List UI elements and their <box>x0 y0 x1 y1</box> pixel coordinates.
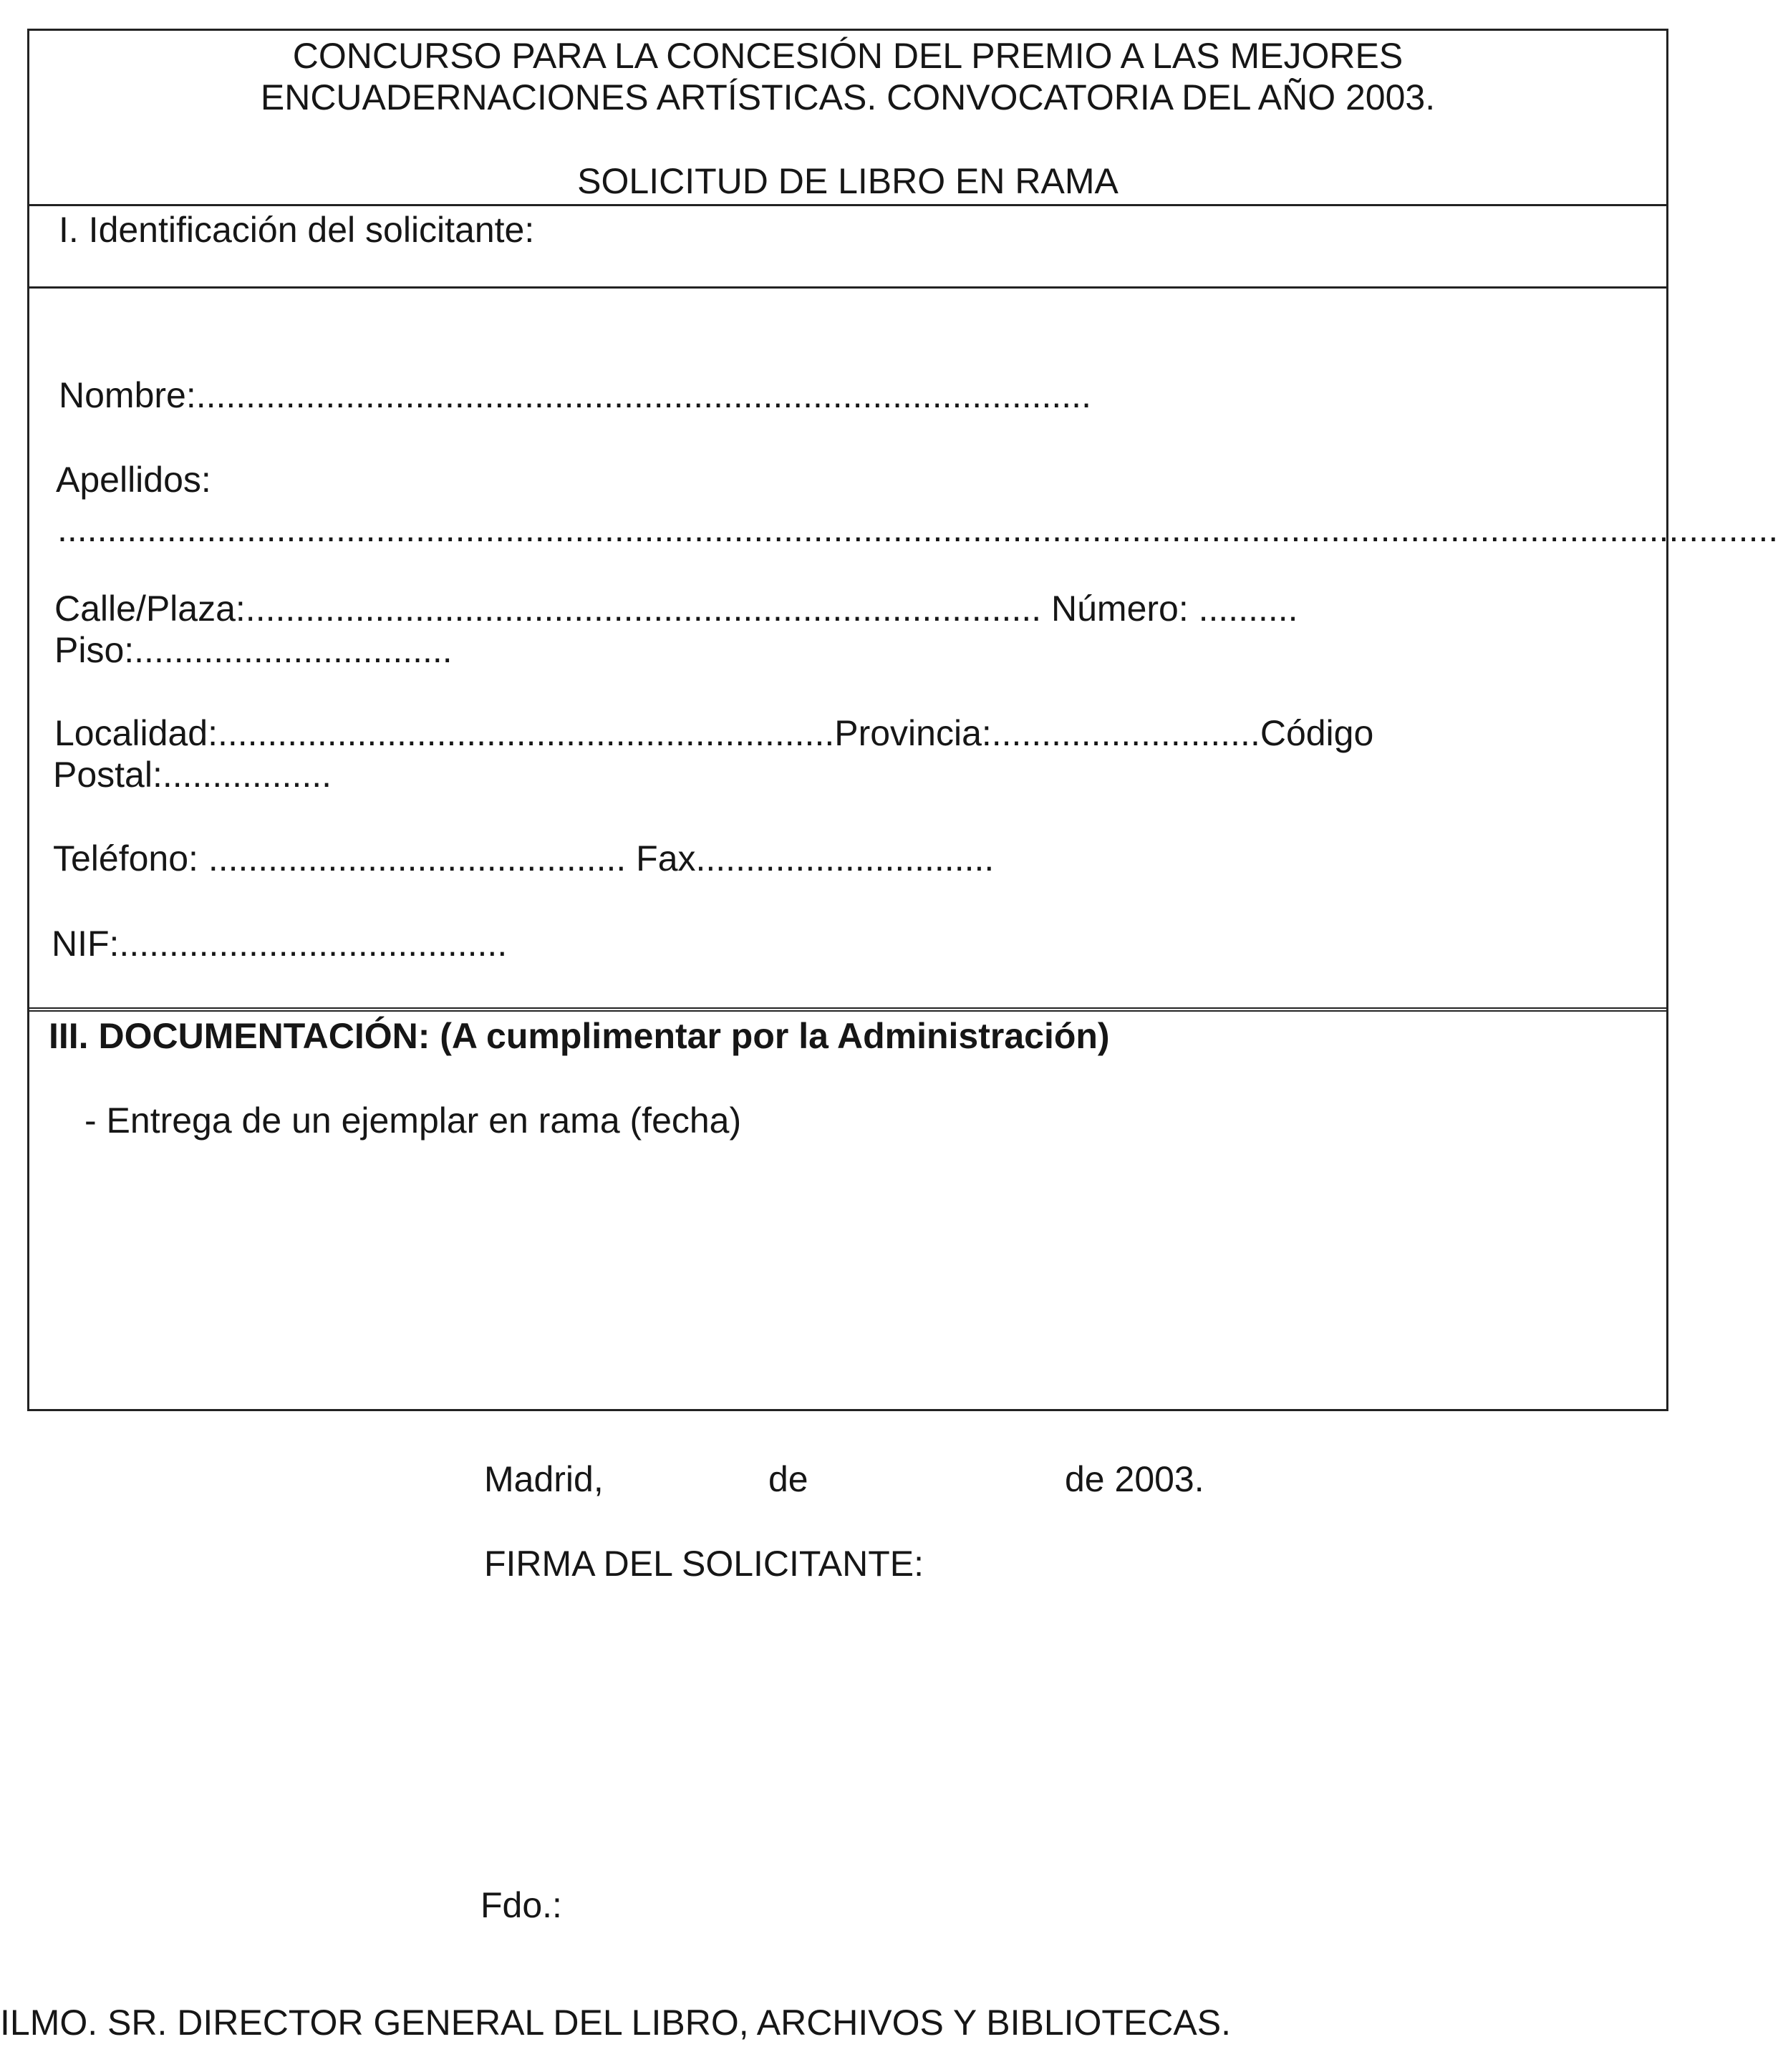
nombre-field: Nombre:.......................................................................................... <box>59 375 1091 415</box>
title-line2: ENCUADERNACIONES ARTÍSTICAS. CONVOCATORIA DEL AÑO 2003. <box>260 77 1436 117</box>
divider-section3 <box>27 1007 1668 1012</box>
apellidos-field: ............................................................................................................................................................................. <box>57 509 1778 549</box>
piso-field: Piso:................................ <box>54 630 453 670</box>
apellidos-label: Apellidos: <box>56 460 211 500</box>
nif-field: NIF:....................................... <box>52 924 508 964</box>
telefono-fax-field: Teléfono: .......................................... Fax.............................. <box>53 838 995 878</box>
madrid-label: Madrid, <box>484 1459 604 1499</box>
date-year-label: de 2003. <box>1065 1459 1204 1499</box>
documentacion-item: - Entrega de un ejemplar en rama (fecha) <box>84 1100 742 1141</box>
signature-label: FIRMA DEL SOLICITANTE: <box>484 1544 924 1584</box>
title-line1: CONCURSO PARA LA CONCESIÓN DEL PREMIO A LAS MEJORES <box>292 36 1403 76</box>
codigo-postal-field: Postal:................. <box>53 755 332 795</box>
section3-heading: III. DOCUMENTACIÓN: (A cumplimentar por la Administración) <box>49 1016 1110 1056</box>
date-de-label: de <box>768 1459 808 1499</box>
localidad-provincia-field: Localidad:..............................................................Provincia:...........................Código <box>54 713 1374 753</box>
section1-heading: I. Identificación del solicitante: <box>59 210 535 250</box>
divider-header <box>27 204 1668 206</box>
divider-section1 <box>27 286 1668 289</box>
calle-numero-field: Calle/Plaza:................................................................................ Número: .......... <box>54 589 1298 629</box>
form-subtitle: SOLICITUD DE LIBRO EN RAMA <box>577 161 1119 201</box>
addressee: ILMO. SR. DIRECTOR GENERAL DEL LIBRO, ARCHIVOS Y BIBLIOTECAS. <box>0 2003 1231 2043</box>
fdo-label: Fdo.: <box>480 1885 562 1925</box>
